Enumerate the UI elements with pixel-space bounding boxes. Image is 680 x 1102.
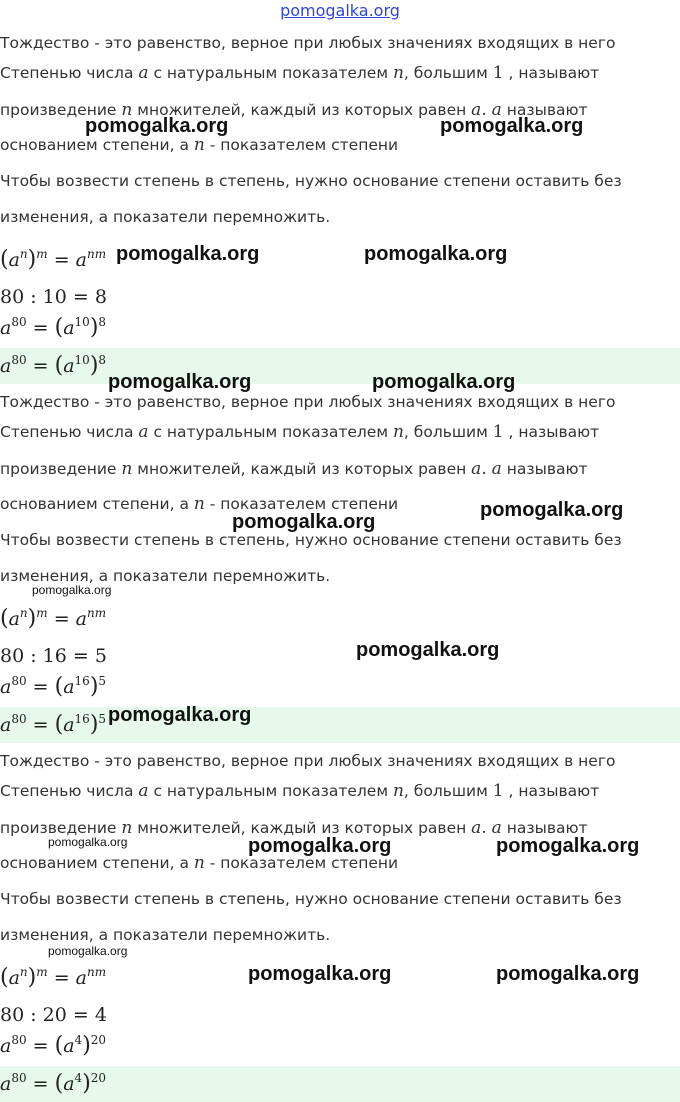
watermark: pomogalka.org (364, 243, 508, 265)
answer-formula: $a^{80} = (a^{10})^8$ (0, 353, 107, 378)
power-definition-line (0, 422, 599, 442)
watermark: pomogalka.org (496, 963, 640, 985)
watermark: pomogalka.org (440, 115, 584, 137)
exponent-division: 80 : 16 = 5 (0, 645, 107, 667)
text-fragment: произведение (0, 460, 122, 478)
watermark-small: pomogalka.org (48, 944, 128, 958)
math-variable: n (121, 100, 133, 120)
math-variable: n (392, 781, 404, 801)
text-fragment: , большим (403, 423, 493, 441)
watermark-small: pomogalka.org (48, 835, 128, 849)
text-fragment: , называют (503, 64, 600, 82)
text-fragment: Степенью числа (0, 64, 139, 82)
product-definition-line (0, 459, 588, 479)
text-fragment: множителей, каждый из которых равен (132, 101, 472, 119)
math-variable: n (193, 494, 205, 514)
math-variable: n (392, 422, 404, 442)
math-variable: n (392, 63, 404, 83)
math-number: 1 (492, 781, 504, 801)
math-variable: a (471, 100, 482, 120)
solution-section (0, 718, 680, 1096)
math-variable: a (138, 781, 149, 801)
rule-line-2: изменения, а показатели перемножить. (0, 208, 331, 226)
exponent-division: 80 : 20 = 4 (0, 1004, 107, 1026)
watermark: pomogalka.org (480, 499, 624, 521)
watermark: pomogalka.org (85, 115, 229, 137)
text-fragment: с натуральным показателем (148, 64, 393, 82)
rule-line-1: Чтобы возвести степень в степень, нужно основание степени оставить без (0, 172, 622, 190)
math-variable: a (471, 459, 482, 479)
rule-line-1: Чтобы возвести степень в степень, нужно основание степени оставить без (0, 531, 622, 549)
math-number: 1 (492, 63, 504, 83)
math-variable: a (491, 459, 502, 479)
text-fragment: называют (501, 101, 588, 119)
base-definition-line (0, 135, 398, 155)
rule-line-1: Чтобы возвести степень в степень, нужно основание степени оставить без (0, 890, 622, 908)
identity-definition: Тождество - это равенство, верное при любых значениях входящих в него (0, 34, 616, 52)
power-rewrite: $a^{80} = (a^4)^{20}$ (0, 1033, 107, 1058)
identity-definition: Тождество - это равенство, верное при любых значениях входящих в него (0, 752, 616, 770)
math-dot: . (481, 100, 487, 120)
text-fragment: множителей, каждый из которых равен (132, 819, 472, 837)
text-fragment: - показателем степени (204, 136, 399, 154)
math-variable: a (138, 63, 149, 83)
watermark: pomogalka.org (372, 371, 516, 393)
text-fragment: множителей, каждый из которых равен (132, 460, 472, 478)
text-fragment: произведение (0, 101, 122, 119)
math-variable: n (121, 459, 133, 479)
math-variable: a (138, 422, 149, 442)
text-fragment: Степенью числа (0, 782, 139, 800)
watermark-small: pomogalka.org (32, 583, 112, 597)
text-fragment: , большим (403, 782, 493, 800)
math-variable: a (471, 818, 482, 838)
watermark: pomogalka.org (496, 835, 640, 857)
text-fragment: с натуральным показателем (148, 423, 393, 441)
power-rule-formula: $(a^n)^m = a^{nm}$ (0, 606, 107, 631)
solution-section (0, 0, 680, 378)
watermark: pomogalka.org (248, 963, 392, 985)
math-variable: n (121, 818, 133, 838)
rule-line-2: изменения, а показатели перемножить. (0, 567, 331, 585)
text-fragment: , большим (403, 64, 493, 82)
text-fragment: с натуральным показателем (148, 782, 393, 800)
text-fragment: произведение (0, 819, 122, 837)
text-fragment: , называют (503, 423, 600, 441)
rule-line-2: изменения, а показатели перемножить. (0, 926, 331, 944)
power-rewrite: $a^{80} = (a^{10})^8$ (0, 315, 107, 340)
site-link[interactable]: pomogalka.org (280, 1, 400, 20)
math-number: 1 (492, 422, 504, 442)
solution-section (0, 359, 680, 737)
power-rule-formula: $(a^n)^m = a^{nm}$ (0, 965, 107, 990)
text-fragment: основанием степени, а (0, 495, 194, 513)
watermark: pomogalka.org (248, 835, 392, 857)
text-fragment: основанием степени, а (0, 136, 194, 154)
answer-formula: $a^{80} = (a^{16})^5$ (0, 712, 107, 737)
text-fragment: основанием степени, а (0, 854, 194, 872)
identity-definition: Тождество - это равенство, верное при любых значениях входящих в него (0, 393, 616, 411)
text-fragment: - показателем степени (204, 495, 399, 513)
power-rewrite: $a^{80} = (a^{16})^5$ (0, 674, 107, 699)
watermark: pomogalka.org (108, 371, 252, 393)
text-fragment: - показателем степени (204, 854, 399, 872)
math-variable: a (491, 818, 502, 838)
power-definition-line (0, 781, 599, 801)
power-rule-formula: $(a^n)^m = a^{nm}$ (0, 247, 107, 272)
watermark: pomogalka.org (232, 511, 376, 533)
watermark: pomogalka.org (116, 243, 260, 265)
text-fragment: , называют (503, 782, 600, 800)
text-fragment: называют (501, 819, 588, 837)
math-dot: . (481, 818, 487, 838)
watermark: pomogalka.org (356, 639, 500, 661)
answer-formula: $a^{80} = (a^4)^{20}$ (0, 1071, 107, 1096)
math-dot: . (481, 459, 487, 479)
text-fragment: Степенью числа (0, 423, 139, 441)
math-variable: n (193, 135, 205, 155)
power-definition-line (0, 63, 599, 83)
watermark: pomogalka.org (108, 704, 252, 726)
exponent-division: 80 : 10 = 8 (0, 286, 107, 308)
math-variable: n (193, 853, 205, 873)
text-fragment: называют (501, 460, 588, 478)
math-variable: a (491, 100, 502, 120)
